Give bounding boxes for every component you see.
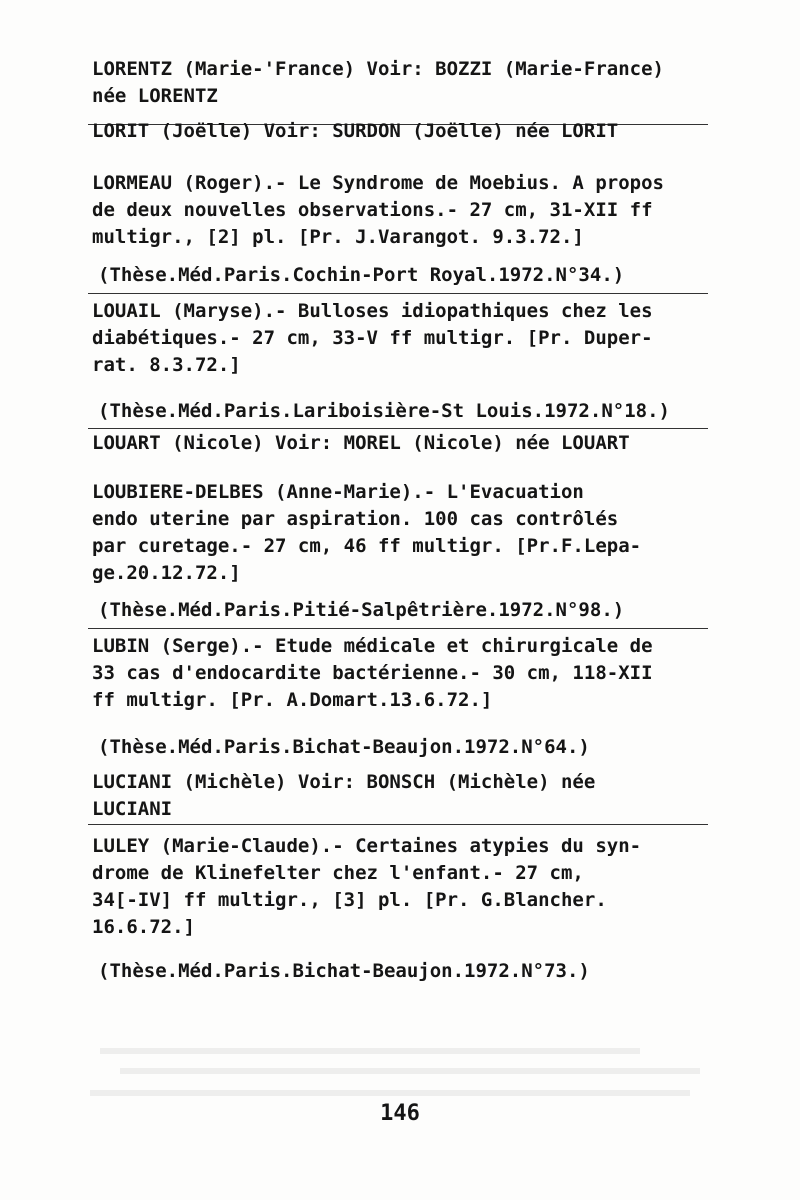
page-number: 146: [380, 1101, 420, 1126]
entry-lormeau: LORMEAU (Roger).- Le Syndrome de Moebius. A propos de deux nouvelles observations.- 27 cm, 31-XII ff multigr., [2] pl. [Pr. J.Varangot. 9.3.72.]: [92, 172, 664, 248]
thesis-note-lubin: (Thèse.Méd.Paris.Bichat-Beaujon.1972.N°64.): [98, 736, 590, 758]
thesis-note-loubiere-delbes: (Thèse.Méd.Paris.Pitié-Salpêtrière.1972.N°98.): [98, 599, 625, 621]
separator-rule: [88, 824, 708, 825]
separator-rule: [88, 293, 708, 294]
entry-louart: LOUART (Nicole) Voir: MOREL (Nicole) née LOUART: [92, 432, 630, 454]
entry-lorentz: LORENTZ (Marie-'France) Voir: BOZZI (Marie-France) née LORENTZ: [92, 58, 664, 107]
entry-luciani: LUCIANI (Michèle) Voir: BONSCH (Michèle) née LUCIANI: [92, 771, 596, 820]
entry-lorit: LORIT (Joëlle) Voir: SURDON (Joëlle) née LORIT: [92, 120, 619, 142]
entry-louail: LOUAIL (Maryse).- Bulloses idiopathiques chez les diabétiques.- 27 cm, 33-V ff multigr. [Pr. Duper- rat. 8.3.72.]: [92, 300, 653, 376]
thesis-note-louail: (Thèse.Méd.Paris.Lariboisière-St Louis.1972.N°18.): [98, 400, 670, 422]
separator-rule: [88, 428, 708, 429]
entry-luley: LULEY (Marie-Claude).- Certaines atypies du syn- drome de Klinefelter chez l'enfant.- 27 cm, 34[-IV] ff multigr., [3] pl. [Pr. G.Blancher. 16.6.72.]: [92, 835, 642, 938]
separator-rule: [88, 628, 708, 629]
entry-lubin: LUBIN (Serge).- Etude médicale et chirurgicale de 33 cas d'endocardite bactérienne.- 30 cm, 118-XII ff multigr. [Pr. A.Domart.13.6.72.]: [92, 635, 653, 711]
entry-loubiere-delbes: LOUBIERE-DELBES (Anne-Marie).- L'Evacuation endo uterine par aspiration. 100 cas contrôlés par curetage.- 27 cm, 46 ff multigr. [Pr.F.Lepa- ge.20.12.72.]: [92, 481, 642, 584]
thesis-note-lormeau: (Thèse.Méd.Paris.Cochin-Port Royal.1972.N°34.): [98, 264, 625, 286]
thesis-note-luley: (Thèse.Méd.Paris.Bichat-Beaujon.1972.N°73.): [98, 960, 590, 982]
